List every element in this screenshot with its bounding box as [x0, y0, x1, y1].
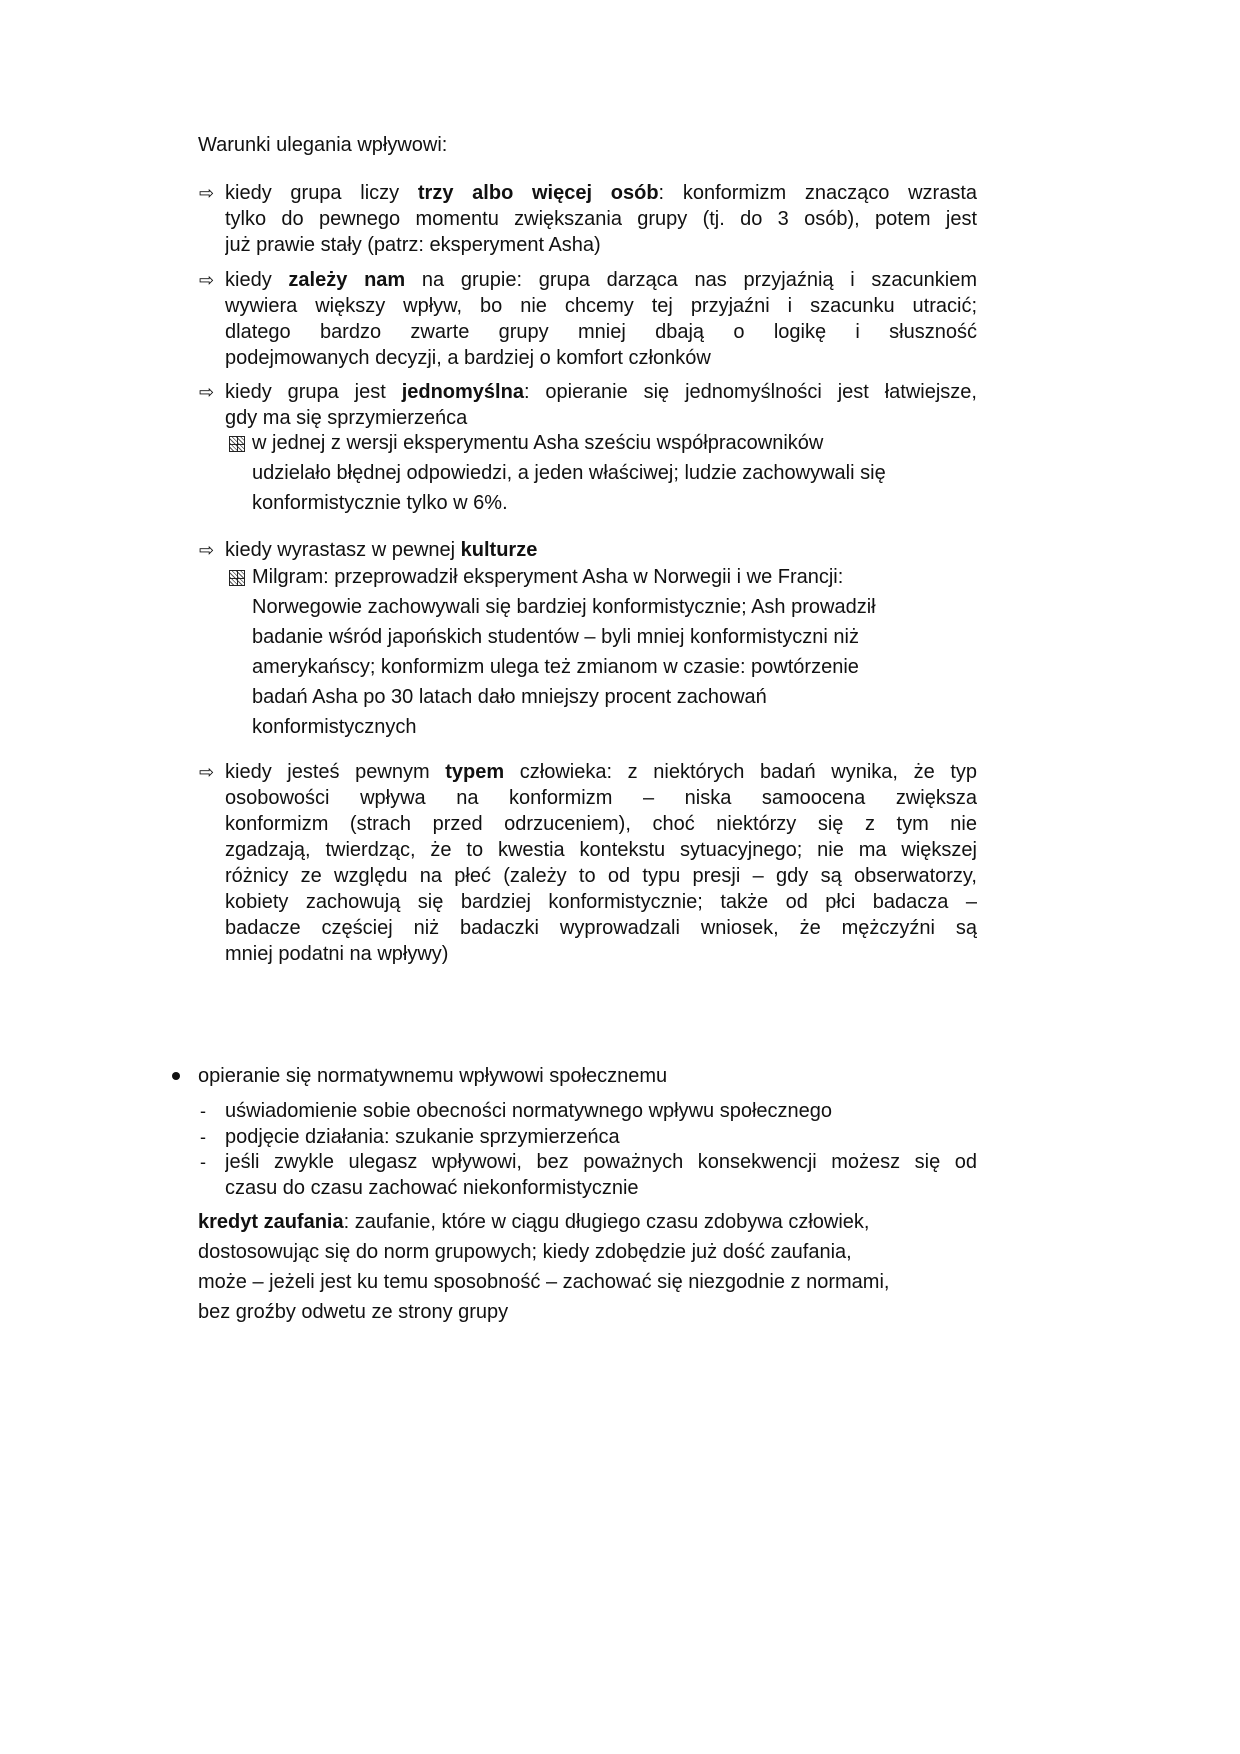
arrow-icon: ⇨	[199, 540, 215, 560]
text-line	[252, 712, 876, 742]
text-run: kiedy grupa liczy	[225, 182, 418, 204]
text-line	[225, 1124, 620, 1150]
text-line	[225, 863, 977, 889]
text-line	[225, 345, 977, 371]
text-run: bez groźby odwetu ze strony grupy	[198, 1301, 509, 1323]
bullet-heading: opieranie się normatywnemu wpływowi społecznemu	[198, 1065, 668, 1087]
text-run: amerykańscy; konformizm ulega też zmianom w czasie: powtórzenie	[252, 656, 859, 678]
text-run: tylko do pewnego momentu zwiększania grupy (tj. do 3 osób), potem jest	[225, 208, 977, 230]
bullet-icon	[172, 1072, 180, 1080]
text-run: na grupie: grupa darząca nas przyjaźnią i szacunkiem	[405, 269, 977, 291]
text-run: dostosowując się do norm grupowych; kiedy zdobędzie już dość zaufania,	[198, 1241, 852, 1263]
text-run: już prawie stały (patrz: eksperyment Asha)	[225, 234, 601, 256]
text-run: : zaufanie, które w ciągu długiego czasu zdobywa człowiek,	[343, 1211, 870, 1233]
text-line	[225, 941, 977, 967]
text-run: dlatego bardzo zwarte grupy mniej dbają o logikę i słuszność	[225, 321, 977, 343]
text-run: badanie wśród japońskich studentów – byli mniej konformistyczni niż	[252, 626, 859, 648]
text-run: czasu do czasu zachować niekonformistycznie	[225, 1177, 639, 1199]
dash-icon: -	[200, 1101, 206, 1121]
text-line	[225, 889, 977, 915]
text-line	[252, 428, 886, 458]
arrow-icon: ⇨	[199, 183, 215, 203]
text-line	[225, 206, 977, 232]
text-run: mniej podatni na wpływy)	[225, 943, 449, 965]
condition-personality	[225, 759, 977, 967]
text-line	[225, 232, 977, 258]
text-run: wywiera większy wpływ, bo nie chcemy tej przyjaźni i szacunku utracić;	[225, 295, 977, 317]
dash-item	[225, 1124, 620, 1150]
text-run: konformistycznych	[252, 716, 417, 738]
text-line	[252, 682, 876, 712]
text-line	[225, 537, 537, 563]
text-run: różnicy ze względu na płeć (zależy to od typu presji – gdy są obserwatorzy,	[225, 865, 977, 887]
text-line	[252, 592, 876, 622]
bold-term: kulturze	[460, 539, 538, 561]
bold-term: trzy albo więcej osób	[417, 182, 659, 204]
bold-term: typem	[445, 761, 505, 783]
text-line	[225, 267, 977, 293]
text-run: podejmowanych decyzji, a bardziej o komfort członków	[225, 347, 711, 369]
dash-icon: -	[200, 1152, 206, 1172]
arrow-icon: ⇨	[199, 382, 215, 402]
text-run: Milgram: przeprowadził eksperyment Asha w Norwegii i we Francji:	[252, 566, 844, 588]
text-line	[225, 759, 977, 785]
text-run: może – jeżeli jest ku temu sposobność – zachować się niezgodnie z normami,	[198, 1271, 890, 1293]
text-run: gdy ma się sprzymierzeńca	[225, 407, 468, 429]
bold-term: zależy nam	[288, 269, 406, 291]
credit-of-trust-definition	[198, 1207, 889, 1327]
text-run: w jednej z wersji eksperymentu Asha sześciu współpracowników	[252, 432, 824, 454]
text-run: : opieranie się jednomyślności jest łatwiejsze,	[523, 381, 977, 403]
condition-unanimity	[225, 379, 977, 431]
text-run: kobiety zachowują się bardziej konformistycznie; także od płci badacza –	[225, 891, 977, 913]
text-line	[225, 180, 977, 206]
text-line	[198, 1207, 889, 1237]
text-run: : konformizm znacząco wzrasta	[658, 182, 977, 204]
text-line	[225, 915, 977, 941]
text-run: udzielało błędnej odpowiedzi, a jeden właściwej; ludzie zachowywali się	[252, 462, 886, 484]
bold-term: kredyt zaufania	[198, 1211, 344, 1233]
text-line	[252, 622, 876, 652]
text-line	[198, 1267, 889, 1297]
text-line	[225, 785, 977, 811]
text-run: Norwegowie zachowywali się bardziej konformistycznie; Ash prowadził	[252, 596, 876, 618]
text-run: uświadomienie sobie obecności normatywnego wpływu społecznego	[225, 1100, 833, 1122]
dash-item	[225, 1149, 977, 1201]
text-run: kiedy jesteś pewnym	[225, 761, 446, 783]
text-run: konformizm (strach przed odrzuceniem), choć niektórzy się z tym nie	[225, 813, 977, 835]
text-run: kiedy wyrastasz w pewnej	[225, 539, 461, 561]
text-run: jeśli zwykle ulegasz wpływowi, bez poważnych konsekwencji możesz się od	[225, 1151, 977, 1173]
condition-dependence	[225, 267, 977, 371]
text-line	[225, 1098, 832, 1124]
text-line	[252, 458, 886, 488]
culture-example	[252, 562, 876, 742]
text-run: konformistycznie tylko w 6%.	[252, 492, 508, 514]
grid-bullet-icon	[229, 436, 245, 452]
arrow-icon: ⇨	[199, 762, 215, 782]
text-line	[225, 1149, 977, 1175]
section-title: Warunki ulegania wpływowi:	[198, 134, 448, 156]
condition-culture	[225, 537, 537, 563]
text-line	[225, 293, 977, 319]
text-run: człowieka: z niektórych badań wynika, że typ	[504, 761, 977, 783]
text-line	[198, 1297, 889, 1327]
grid-bullet-icon	[229, 570, 245, 586]
text-run: badań Asha po 30 latach dało mniejszy procent zachowań	[252, 686, 767, 708]
text-run: osobowości wpływa na konformizm – niska samoocena zwiększa	[225, 787, 977, 809]
text-line	[252, 652, 876, 682]
text-run: zgadzają, twierdząc, że to kwestia kontekstu sytuacyjnego; nie ma większej	[225, 839, 977, 861]
arrow-icon: ⇨	[199, 270, 215, 290]
condition-group-size	[225, 180, 977, 258]
text-line	[252, 562, 876, 592]
text-line	[225, 1175, 977, 1201]
text-run: kiedy	[225, 269, 289, 291]
text-line	[225, 811, 977, 837]
text-line	[198, 1237, 889, 1267]
text-line	[252, 488, 886, 518]
text-line	[225, 319, 977, 345]
text-run: kiedy grupa jest	[225, 381, 402, 403]
text-run: badacze częściej niż badaczki wyprowadzali wniosek, że mężczyźni są	[225, 917, 977, 939]
text-line	[225, 837, 977, 863]
text-line	[225, 379, 977, 405]
text-run: podjęcie działania: szukanie sprzymierzeńca	[225, 1126, 620, 1148]
bold-term: jednomyślna	[401, 381, 524, 403]
unanimity-example	[252, 428, 886, 518]
dash-icon: -	[200, 1127, 206, 1147]
dash-item	[225, 1098, 832, 1124]
